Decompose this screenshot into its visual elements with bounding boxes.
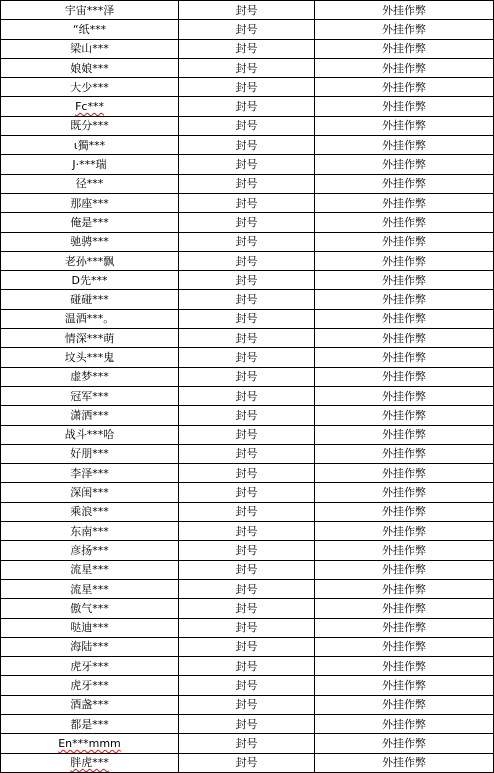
penalty-text: 封号 (235, 736, 258, 750)
player-name-text: 径*** (75, 177, 104, 191)
player-name-text: ι獨*** (73, 138, 106, 152)
penalty-cell (179, 676, 315, 695)
reason-text: 外挂作弊 (382, 408, 426, 422)
penalty-text: 封号 (235, 215, 258, 229)
table-row (1, 541, 494, 560)
table-row (1, 599, 494, 618)
player-name-cell (1, 193, 179, 212)
penalty-text: 封号 (235, 428, 258, 442)
player-name-cell (1, 97, 179, 116)
player-name-text: 胖虎*** (70, 756, 109, 770)
player-name-cell (1, 174, 179, 193)
penalty-cell (179, 618, 315, 637)
player-name-text: En***mmm (58, 736, 121, 750)
table-row (1, 329, 494, 348)
penalty-cell (179, 1, 315, 20)
player-name-text: 冠军*** (70, 389, 109, 403)
penalty-text: 封号 (235, 80, 258, 94)
reason-cell (315, 714, 494, 733)
penalty-text: 封号 (235, 447, 258, 461)
reason-text: 外挂作弊 (382, 717, 426, 731)
player-name-cell (1, 367, 179, 386)
penalty-text: 封号 (235, 466, 258, 480)
penalty-cell (179, 753, 315, 772)
penalty-text: 封号 (235, 312, 258, 326)
player-name-cell (1, 637, 179, 656)
table-row (1, 579, 494, 598)
reason-cell (315, 174, 494, 193)
reason-cell (315, 329, 494, 348)
player-name-text: 梁山*** (70, 42, 109, 56)
penalty-text: 封号 (235, 350, 258, 364)
penalty-text: 封号 (235, 196, 258, 210)
player-name-cell (1, 232, 179, 251)
reason-text: 外挂作弊 (382, 100, 426, 114)
player-name-text: 虚梦*** (70, 370, 109, 384)
reason-cell (315, 193, 494, 212)
penalty-cell (179, 483, 315, 502)
table-row (1, 406, 494, 425)
reason-text: 外挂作弊 (382, 158, 426, 172)
reason-cell (315, 20, 494, 39)
penalty-cell (179, 193, 315, 212)
player-name-cell (1, 58, 179, 77)
player-name-text: Fc*** (75, 100, 104, 114)
player-name-text: 酒盏*** (70, 698, 109, 712)
player-name-text: 娘娘*** (70, 61, 109, 75)
penalty-cell (179, 271, 315, 290)
penalty-text: 封号 (235, 331, 258, 345)
penalty-cell (179, 78, 315, 97)
player-name-text: 都是*** (70, 717, 109, 731)
player-name-text: 宇宙***泽 (64, 3, 115, 17)
reason-text: 外挂作弊 (382, 370, 426, 384)
penalty-text: 封号 (235, 3, 258, 17)
player-name-cell (1, 618, 179, 637)
reason-cell (315, 541, 494, 560)
penalty-cell (179, 657, 315, 676)
player-name-cell (1, 502, 179, 521)
player-name-text: 好朋*** (70, 447, 109, 461)
penalty-text: 封号 (235, 621, 258, 635)
penalty-cell (179, 174, 315, 193)
player-name-text: 流星*** (70, 563, 109, 577)
reason-cell (315, 657, 494, 676)
penalty-text: 封号 (235, 717, 258, 731)
table-row (1, 348, 494, 367)
penalty-cell (179, 20, 315, 39)
player-name-text: 坟头***鬼 (64, 350, 115, 364)
table-row (1, 714, 494, 733)
reason-cell (315, 579, 494, 598)
reason-cell (315, 676, 494, 695)
penalty-cell (179, 695, 315, 714)
player-name-text: 深闺*** (70, 486, 109, 500)
reason-cell (315, 251, 494, 270)
reason-cell (315, 522, 494, 541)
reason-cell (315, 348, 494, 367)
player-name-cell (1, 560, 179, 579)
penalty-text: 封号 (235, 486, 258, 500)
reason-text: 外挂作弊 (382, 679, 426, 693)
reason-text: 外挂作弊 (382, 196, 426, 210)
reason-text: 外挂作弊 (382, 331, 426, 345)
table-row (1, 97, 494, 116)
reason-cell (315, 58, 494, 77)
player-name-cell (1, 599, 179, 618)
reason-cell (315, 213, 494, 232)
player-name-text: 海陆*** (70, 640, 109, 654)
player-name-cell (1, 386, 179, 405)
player-name-cell (1, 20, 179, 39)
penalty-cell (179, 329, 315, 348)
penalty-cell (179, 444, 315, 463)
player-name-cell (1, 444, 179, 463)
table-row (1, 290, 494, 309)
penalty-cell (179, 136, 315, 155)
player-name-cell (1, 329, 179, 348)
penalty-text: 封号 (235, 158, 258, 172)
player-name-text: 潇洒*** (70, 408, 109, 422)
reason-cell (315, 271, 494, 290)
player-name-cell (1, 1, 179, 20)
player-name-cell (1, 406, 179, 425)
reason-text: 外挂作弊 (382, 736, 426, 750)
player-name-text: 虎牙*** (70, 659, 109, 673)
reason-cell (315, 444, 494, 463)
player-name-cell (1, 753, 179, 772)
reason-text: 外挂作弊 (382, 505, 426, 519)
table-row (1, 251, 494, 270)
table-row (1, 193, 494, 212)
penalty-text: 封号 (235, 582, 258, 596)
table-row (1, 560, 494, 579)
player-name-cell (1, 657, 179, 676)
player-name-text: 既分*** (70, 119, 109, 133)
table-row (1, 271, 494, 290)
reason-cell (315, 695, 494, 714)
reason-cell (315, 734, 494, 753)
reason-text: 外挂作弊 (382, 543, 426, 557)
penalty-text: 封号 (235, 601, 258, 615)
penalty-text: 封号 (235, 389, 258, 403)
penalty-text: 封号 (235, 254, 258, 268)
reason-text: 外挂作弊 (382, 138, 426, 152)
table-row (1, 78, 494, 97)
player-name-text: 哒迪*** (70, 621, 109, 635)
player-name-cell (1, 464, 179, 483)
penalty-cell (179, 58, 315, 77)
reason-cell (315, 309, 494, 328)
reason-text: 外挂作弊 (382, 177, 426, 191)
reason-cell (315, 1, 494, 20)
ban-list-body (1, 1, 494, 773)
reason-cell (315, 155, 494, 174)
player-name-cell (1, 425, 179, 444)
table-row (1, 734, 494, 753)
reason-cell (315, 618, 494, 637)
reason-text: 外挂作弊 (382, 350, 426, 364)
player-name-text: 战斗***哈 (64, 428, 115, 442)
reason-cell (315, 78, 494, 97)
table-row (1, 1, 494, 20)
reason-text: 外挂作弊 (382, 582, 426, 596)
reason-text: 外挂作弊 (382, 389, 426, 403)
penalty-text: 封号 (235, 61, 258, 75)
player-name-text: 碰碰*** (70, 293, 109, 307)
table-row (1, 522, 494, 541)
reason-text: 外挂作弊 (382, 466, 426, 480)
reason-cell (315, 136, 494, 155)
player-name-cell (1, 213, 179, 232)
penalty-cell (179, 541, 315, 560)
player-name-cell (1, 483, 179, 502)
penalty-text: 封号 (235, 273, 258, 287)
table-row (1, 425, 494, 444)
player-name-text: 那座*** (70, 196, 109, 210)
table-row (1, 20, 494, 39)
player-name-text: 东南*** (70, 524, 109, 538)
player-name-cell (1, 251, 179, 270)
table-row (1, 695, 494, 714)
penalty-text: 封号 (235, 679, 258, 693)
penalty-cell (179, 579, 315, 598)
player-name-cell (1, 155, 179, 174)
reason-cell (315, 560, 494, 579)
reason-cell (315, 232, 494, 251)
table-row (1, 116, 494, 135)
reason-text: 外挂作弊 (382, 42, 426, 56)
reason-text: 外挂作弊 (382, 215, 426, 229)
player-name-cell (1, 136, 179, 155)
player-name-cell (1, 714, 179, 733)
player-name-text: 李泽*** (70, 466, 109, 480)
reason-text: 外挂作弊 (382, 80, 426, 94)
reason-text: 外挂作弊 (382, 640, 426, 654)
penalty-text: 封号 (235, 177, 258, 191)
player-name-cell (1, 522, 179, 541)
reason-cell (315, 599, 494, 618)
penalty-cell (179, 734, 315, 753)
reason-text: 外挂作弊 (382, 447, 426, 461)
reason-text: 外挂作弊 (382, 3, 426, 17)
reason-text: 外挂作弊 (382, 61, 426, 75)
player-name-cell (1, 271, 179, 290)
penalty-cell (179, 290, 315, 309)
player-name-text: 老孙***飘 (64, 254, 115, 268)
reason-text: 外挂作弊 (382, 601, 426, 615)
reason-cell (315, 290, 494, 309)
penalty-cell (179, 367, 315, 386)
table-row (1, 232, 494, 251)
player-name-text: D先*** (71, 273, 108, 287)
penalty-text: 封号 (235, 408, 258, 422)
player-name-cell (1, 348, 179, 367)
penalty-cell (179, 155, 315, 174)
reason-cell (315, 367, 494, 386)
penalty-cell (179, 464, 315, 483)
reason-text: 外挂作弊 (382, 621, 426, 635)
player-name-text: J·***瑞 (72, 158, 107, 172)
table-row (1, 136, 494, 155)
reason-text: 外挂作弊 (382, 756, 426, 770)
penalty-cell (179, 232, 315, 251)
penalty-cell (179, 39, 315, 58)
penalty-cell (179, 97, 315, 116)
table-row (1, 367, 494, 386)
table-row (1, 213, 494, 232)
reason-cell (315, 502, 494, 521)
penalty-text: 封号 (235, 524, 258, 538)
reason-text: 外挂作弊 (382, 563, 426, 577)
reason-text: 外挂作弊 (382, 254, 426, 268)
table-row (1, 753, 494, 772)
penalty-cell (179, 714, 315, 733)
reason-cell (315, 406, 494, 425)
table-row (1, 676, 494, 695)
reason-cell (315, 116, 494, 135)
penalty-text: 封号 (235, 293, 258, 307)
player-name-text: 俺是*** (70, 215, 109, 229)
table-row (1, 657, 494, 676)
table-row (1, 174, 494, 193)
penalty-cell (179, 599, 315, 618)
penalty-cell (179, 425, 315, 444)
penalty-text: 封号 (235, 756, 258, 770)
penalty-text: 封号 (235, 100, 258, 114)
player-name-text: “纸*** (72, 22, 107, 36)
table-row (1, 386, 494, 405)
penalty-text: 封号 (235, 119, 258, 133)
player-name-cell (1, 676, 179, 695)
penalty-text: 封号 (235, 370, 258, 384)
player-name-cell (1, 290, 179, 309)
player-name-text: 大少*** (70, 80, 109, 94)
penalty-text: 封号 (235, 640, 258, 654)
penalty-cell (179, 522, 315, 541)
player-name-text: 流星*** (70, 582, 109, 596)
reason-text: 外挂作弊 (382, 524, 426, 538)
reason-cell (315, 386, 494, 405)
penalty-cell (179, 637, 315, 656)
penalty-cell (179, 406, 315, 425)
penalty-cell (179, 251, 315, 270)
reason-cell (315, 483, 494, 502)
player-name-cell (1, 579, 179, 598)
penalty-cell (179, 560, 315, 579)
table-row (1, 58, 494, 77)
penalty-cell (179, 386, 315, 405)
table-row (1, 444, 494, 463)
player-name-text: 乘浪*** (70, 505, 109, 519)
reason-text: 外挂作弊 (382, 312, 426, 326)
reason-text: 外挂作弊 (382, 486, 426, 500)
table-row (1, 483, 494, 502)
penalty-text: 封号 (235, 235, 258, 249)
table-row (1, 39, 494, 58)
player-name-cell (1, 116, 179, 135)
reason-cell (315, 425, 494, 444)
penalty-text: 封号 (235, 505, 258, 519)
player-name-cell (1, 541, 179, 560)
player-name-cell (1, 309, 179, 328)
player-name-text: 情深***萌 (64, 331, 115, 345)
table-row (1, 464, 494, 483)
table-row (1, 637, 494, 656)
reason-text: 外挂作弊 (382, 428, 426, 442)
player-name-text: 虎牙*** (70, 679, 109, 693)
reason-cell (315, 753, 494, 772)
penalty-text: 封号 (235, 138, 258, 152)
player-name-text: 驰骋*** (70, 235, 109, 249)
penalty-text: 封号 (235, 698, 258, 712)
penalty-text: 封号 (235, 543, 258, 557)
reason-cell (315, 39, 494, 58)
player-name-cell (1, 78, 179, 97)
player-name-cell (1, 734, 179, 753)
penalty-cell (179, 348, 315, 367)
player-name-cell (1, 695, 179, 714)
reason-text: 外挂作弊 (382, 293, 426, 307)
reason-cell (315, 97, 494, 116)
penalty-text: 封号 (235, 659, 258, 673)
table-row (1, 309, 494, 328)
penalty-cell (179, 116, 315, 135)
reason-text: 外挂作弊 (382, 659, 426, 673)
reason-cell (315, 637, 494, 656)
penalty-cell (179, 309, 315, 328)
penalty-text: 封号 (235, 22, 258, 36)
reason-text: 外挂作弊 (382, 698, 426, 712)
penalty-cell (179, 213, 315, 232)
reason-text: 外挂作弊 (382, 119, 426, 133)
table-row (1, 618, 494, 637)
player-name-text: 彦扬*** (70, 543, 109, 557)
player-name-text: 温酒***。 (64, 312, 115, 326)
table-row (1, 155, 494, 174)
penalty-text: 封号 (235, 42, 258, 56)
reason-text: 外挂作弊 (382, 22, 426, 36)
reason-text: 外挂作弊 (382, 235, 426, 249)
player-name-text: 傲气*** (70, 601, 109, 615)
penalty-text: 封号 (235, 563, 258, 577)
reason-cell (315, 464, 494, 483)
table-row (1, 502, 494, 521)
reason-text: 外挂作弊 (382, 273, 426, 287)
penalty-cell (179, 502, 315, 521)
player-name-cell (1, 39, 179, 58)
